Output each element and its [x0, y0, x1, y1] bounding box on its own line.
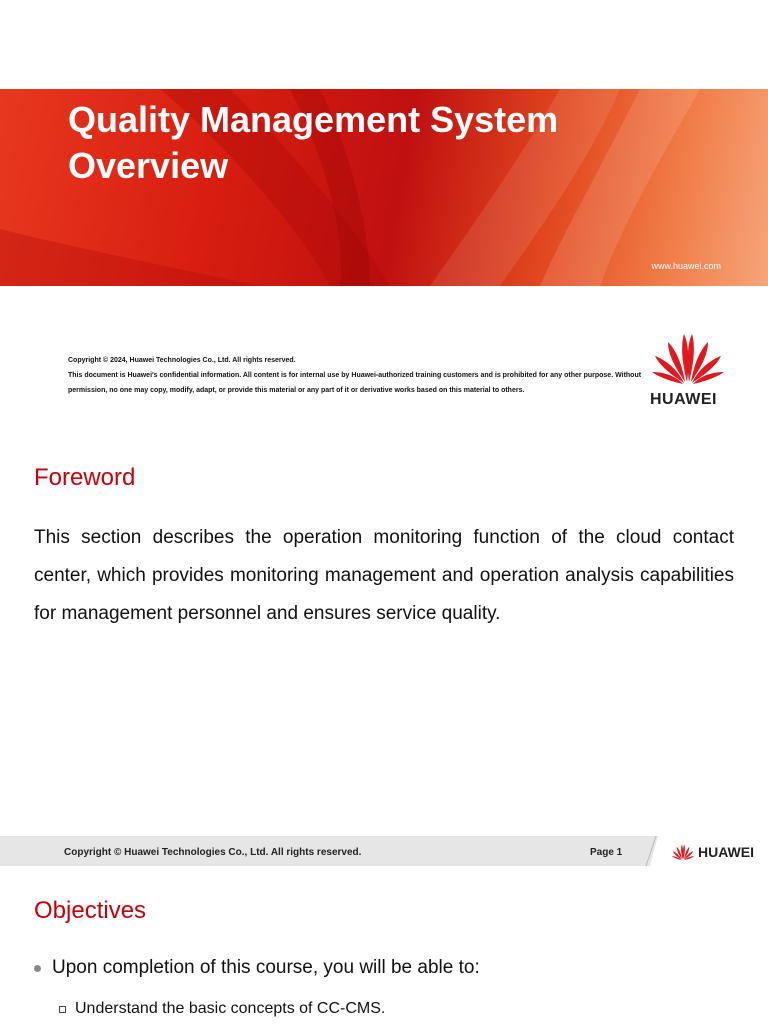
- huawei-flower-icon: [671, 843, 695, 860]
- page-footer: [0, 836, 768, 866]
- footer-divider: [644, 836, 658, 866]
- document-title: Quality Management System Overview: [68, 99, 559, 186]
- footer-copyright: Copyright © Huawei Technologies Co., Ltd. All rights reserved.: [64, 847, 362, 858]
- huawei-logo: [650, 330, 726, 409]
- foreword-body: This section describes the operation monitoring function of the cloud contact center, which provides monitoring management and operation analysis capabilities for management personnel and ensures service quality.: [34, 527, 734, 624]
- foreword-heading: Foreword: [34, 464, 136, 491]
- legal-line: This document is Huawei's confidential information. All content is for internal use by Huawei-authorized training customers and is prohibited for any other purpose. Without: [68, 372, 642, 379]
- objective-item: Upon completion of this course, you will be able to:: [52, 957, 480, 978]
- objectives-heading: Objectives: [34, 897, 147, 924]
- bullet-dot-icon: [34, 965, 41, 972]
- legal-notice: [68, 353, 648, 398]
- objective-sub-item: Understand the basic concepts of CC-CMS.: [75, 1000, 386, 1017]
- page-number: Page 1: [590, 847, 623, 858]
- footer-huawei-logo: [671, 843, 754, 860]
- huawei-wordmark: HUAWEI: [650, 391, 717, 408]
- legal-line: Copyright © 2024, Huawei Technologies Co., Ltd. All rights reserved.: [68, 357, 296, 364]
- huawei-flower-icon: [650, 330, 726, 384]
- legal-line: permission, no one may copy, modify, adapt, or provide this material or any part of it or derivative works based on this material to others.: [68, 387, 525, 394]
- website-url: www.huawei.com: [651, 261, 721, 271]
- title-banner: [0, 89, 768, 286]
- huawei-wordmark: HUAWEI: [698, 843, 754, 860]
- square-bullet-icon: [59, 1006, 66, 1013]
